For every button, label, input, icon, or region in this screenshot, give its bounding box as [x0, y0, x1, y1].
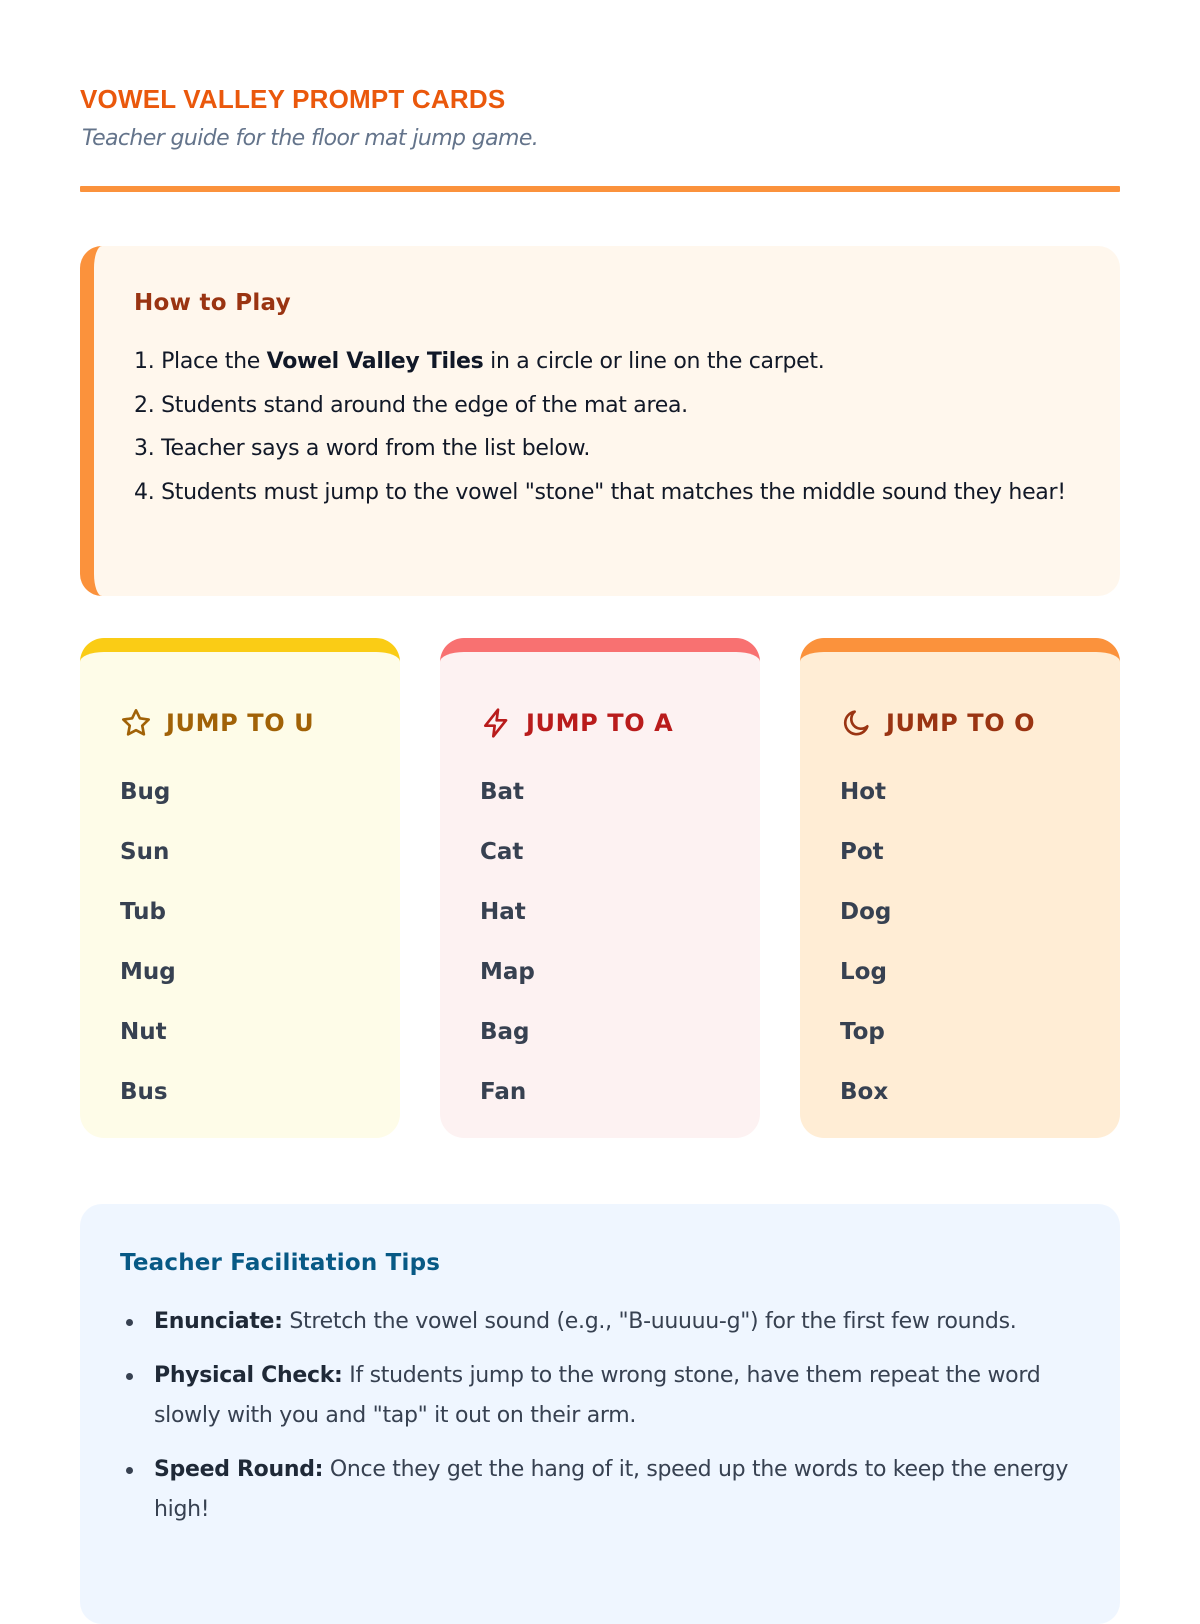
- card-header: [120, 706, 314, 740]
- word-item: Bat: [480, 779, 525, 805]
- moon-icon: [840, 707, 872, 739]
- word-item: Pot: [840, 839, 884, 865]
- step-item: 4. Students must jump to the vowel "stone" that matches the middle sound they hear!: [134, 479, 1066, 505]
- word-item: Bug: [120, 779, 171, 805]
- word-list: [480, 762, 535, 1122]
- card-jump-to-a: [440, 638, 760, 1138]
- word-item: Hot: [840, 779, 887, 805]
- tips-list: [120, 1302, 1070, 1544]
- card-title: JUMP TO U: [166, 709, 315, 737]
- word-item: Fan: [480, 1079, 527, 1105]
- card-header: [840, 706, 1035, 740]
- word-item: Map: [480, 959, 535, 985]
- word-item: Sun: [120, 839, 170, 865]
- word-list: [840, 762, 891, 1122]
- tip-label: Speed Round:: [154, 1457, 324, 1482]
- card-title: JUMP TO O: [886, 709, 1036, 737]
- word-item: Top: [840, 1019, 885, 1045]
- tip-label: Physical Check:: [154, 1363, 343, 1388]
- how-to-play-steps: [134, 340, 1094, 514]
- page-subtitle: Teacher guide for the floor mat jump game.: [82, 126, 539, 151]
- word-item: Dog: [840, 899, 892, 925]
- word-item: Nut: [120, 1019, 167, 1045]
- how-to-play-title: How to Play: [134, 290, 291, 316]
- word-list: [120, 762, 176, 1122]
- word-item: Hat: [480, 899, 526, 925]
- how-to-play-panel: [80, 246, 1120, 596]
- word-item: Mug: [120, 959, 176, 985]
- lightning-icon: [480, 707, 512, 739]
- page-title: VOWEL VALLEY PROMPT CARDS: [80, 84, 506, 114]
- card-jump-to-o: [800, 638, 1120, 1138]
- star-icon: [120, 707, 152, 739]
- header-divider: [80, 186, 1120, 192]
- tip-label: Enunciate:: [154, 1309, 283, 1334]
- card-title: JUMP TO A: [526, 709, 674, 737]
- tip-item: Enunciate: Stretch the vowel sound (e.g., "B-uuuuu-g") for the first few rounds.: [120, 1302, 1070, 1342]
- tips-title: Teacher Facilitation Tips: [120, 1250, 441, 1276]
- card-header: [480, 706, 673, 740]
- step-item: 2. Students stand around the edge of the mat area.: [134, 392, 688, 418]
- word-item: Bag: [480, 1019, 530, 1045]
- word-item: Cat: [480, 839, 524, 865]
- tip-item: Physical Check: If students jump to the wrong stone, have them repeat the word slowly with you and "tap" it out on their arm.: [120, 1356, 1070, 1436]
- step-item: 3. Teacher says a word from the list below.: [134, 436, 591, 461]
- word-item: Log: [840, 959, 887, 985]
- tip-item: Speed Round: Once they get the hang of it, speed up the words to keep the energy high!: [120, 1450, 1070, 1530]
- word-item: Bus: [120, 1079, 168, 1105]
- word-item: Tub: [120, 899, 166, 925]
- teacher-tips-panel: [80, 1204, 1120, 1624]
- word-item: Box: [840, 1079, 889, 1105]
- step-item: 1. Place the Vowel Valley Tiles in a circle or line on the carpet.: [134, 349, 825, 374]
- card-jump-to-u: [80, 638, 400, 1138]
